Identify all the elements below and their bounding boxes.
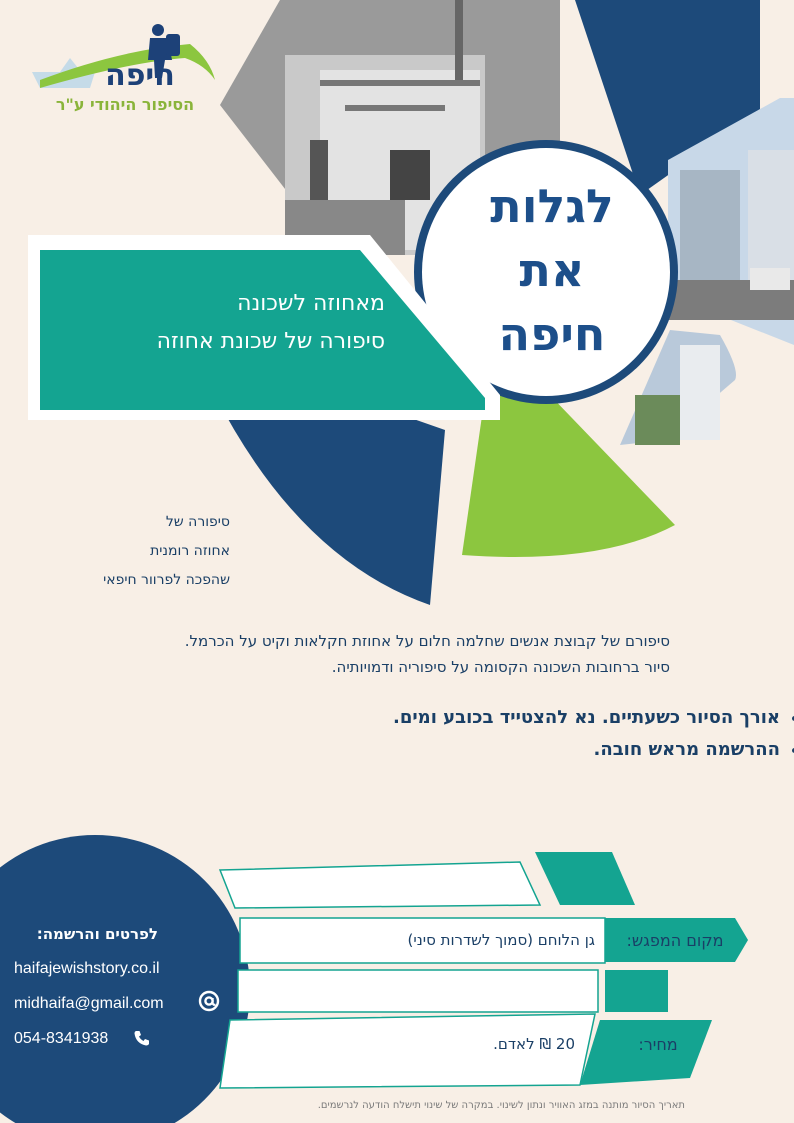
contact-phone-link[interactable]: 054-8341938 <box>14 1030 109 1047</box>
contact-circle <box>0 835 250 1123</box>
at-icon <box>198 990 220 1016</box>
story-blurb <box>30 508 230 595</box>
contact-email-link[interactable]: midhaifa@gmail.com <box>14 995 164 1012</box>
meeting-point-value: גן הלוחם (סמוך לשדרות סיני) <box>407 931 595 949</box>
description-line-1: סיפורם של קבוצת אנשים שחלמה חלום על אחוזת חקלאות וקיט על הכרמל. <box>184 632 670 650</box>
description-line-2: סיור ברחובות השכונה הקסומה על סיפוריה ודמויותיה. <box>331 658 670 676</box>
tour-title-line-1: מאחוזה לשכונה <box>237 291 385 316</box>
note-item: • אורך הסיור כשעתיים. נא להצטייד בכובע ומים. <box>150 702 780 734</box>
tour-title-line-2: סיפורה של שכונת אחוזה <box>156 329 385 354</box>
notes-list <box>150 702 794 766</box>
navy-arc-bottom-left <box>215 395 445 605</box>
story-line-1: סיפורה של <box>165 514 230 530</box>
tour-title <box>55 285 385 361</box>
logo-subtitle: הסיפור היהודי ע"ר <box>55 95 195 114</box>
circle-line-1: לגלות <box>490 179 614 233</box>
price-label: מחיר: <box>638 1035 678 1054</box>
story-line-2: אחוזה רומנית <box>150 543 230 559</box>
phone-icon <box>133 1029 151 1051</box>
circle-line-2: את <box>519 243 585 297</box>
circle-line-3: חיפה <box>498 307 606 361</box>
logo-name: חיפה <box>105 58 175 93</box>
note-item: • ההרשמה מראש חובה. <box>150 734 780 766</box>
meeting-point-label: מקום המפגש: <box>626 931 724 950</box>
story-line-3: שהפכה לפרוור חיפאי <box>103 572 230 588</box>
circle-headline <box>437 174 667 366</box>
price-value: 20 ₪ לאדם. <box>493 1035 575 1053</box>
tour-description <box>30 628 670 680</box>
contact-website-link[interactable]: haifajewishstory.co.il <box>14 960 160 977</box>
contact-title: לפרטים והרשמה: <box>36 925 158 943</box>
footer-note: תאריך הסיור מותנה במזג האוויר ונתון לשינוי. במקרה של שינוי תישלח הודעה לנרשמים. <box>317 1100 685 1111</box>
